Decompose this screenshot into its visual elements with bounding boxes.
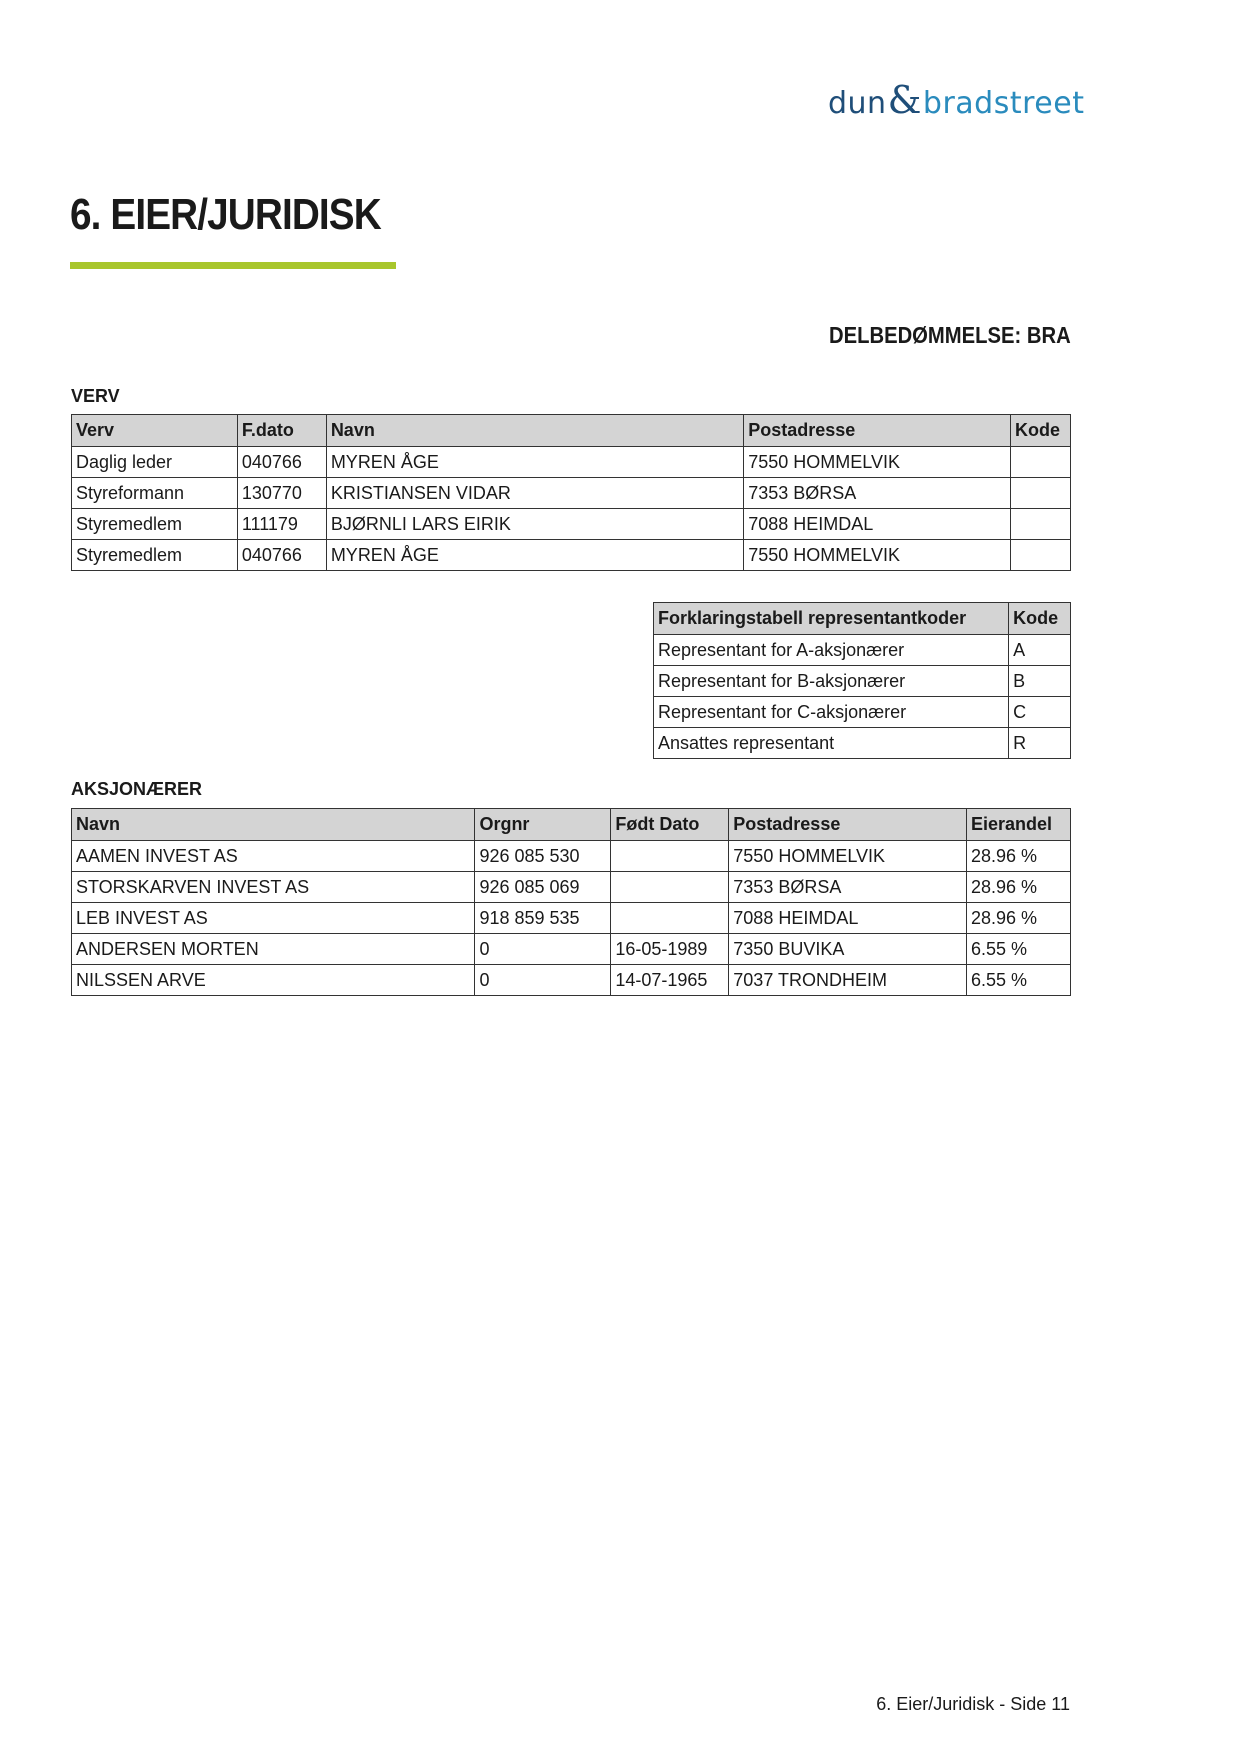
cell: 7088 HEIMDAL [744,509,1011,540]
cell: AAMEN INVEST AS [72,841,475,872]
table-row [72,872,1071,903]
aksj-col-navn: Navn [72,809,475,841]
cell: MYREN ÅGE [326,540,743,571]
dun-bradstreet-logo [828,78,1085,122]
verv-col-navn: Navn [326,415,743,447]
kode-header-row [654,603,1071,635]
cell: R [1009,728,1071,759]
cell: 0 [475,965,611,996]
cell: Representant for C-aksjonærer [654,697,1009,728]
rating-label: DELBEDØMMELSE: BRA [829,322,1071,348]
cell [611,872,729,903]
aksj-col-fodt-dato: Født Dato [611,809,729,841]
cell: 918 859 535 [475,903,611,934]
cell: 7550 HOMMELVIK [744,447,1011,478]
cell: 040766 [237,447,326,478]
logo-text-dun: dun [828,86,887,121]
cell: 926 085 069 [475,872,611,903]
cell [1010,478,1070,509]
aksj-col-postadresse: Postadresse [729,809,967,841]
cell: 7353 BØRSA [729,872,967,903]
aksjonaerer-header-row [72,809,1071,841]
cell: ANDERSEN MORTEN [72,934,475,965]
aksj-col-eierandel: Eierandel [967,809,1071,841]
cell: STORSKARVEN INVEST AS [72,872,475,903]
table-row [72,540,1071,571]
table-row [72,447,1071,478]
cell: Representant for A-aksjonærer [654,635,1009,666]
cell: NILSSEN ARVE [72,965,475,996]
table-row [72,841,1071,872]
table-row [72,903,1071,934]
cell: Styreformann [72,478,238,509]
logo-text-bradstreet: bradstreet [922,86,1085,121]
kode-col-forklaring: Forklaringstabell representantkoder [654,603,1009,635]
cell [1010,509,1070,540]
verv-table [71,414,1071,571]
table-row [72,478,1071,509]
aksjonaerer-section-label: AKSJONÆRER [71,779,203,799]
cell: A [1009,635,1071,666]
cell: 7088 HEIMDAL [729,903,967,934]
cell: 28.96 % [967,903,1071,934]
table-row [72,934,1071,965]
cell: 14-07-1965 [611,965,729,996]
cell: 926 085 530 [475,841,611,872]
verv-col-fdato: F.dato [237,415,326,447]
table-row [654,697,1071,728]
table-row [72,509,1071,540]
kode-col-kode: Kode [1009,603,1071,635]
cell: 7353 BØRSA [744,478,1011,509]
cell: 7037 TRONDHEIM [729,965,967,996]
cell: 6.55 % [967,965,1071,996]
cell [611,903,729,934]
cell: Styremedlem [72,509,238,540]
cell: Styremedlem [72,540,238,571]
verv-col-kode: Kode [1010,415,1070,447]
table-row [654,728,1071,759]
cell: B [1009,666,1071,697]
cell: Representant for B-aksjonærer [654,666,1009,697]
cell: LEB INVEST AS [72,903,475,934]
verv-col-postadresse: Postadresse [744,415,1011,447]
table-row [72,965,1071,996]
title-underline [70,262,396,269]
aksjonaerer-table [71,808,1071,996]
cell: 7550 HOMMELVIK [744,540,1011,571]
cell: MYREN ÅGE [326,447,743,478]
verv-header-row [72,415,1071,447]
cell: KRISTIANSEN VIDAR [326,478,743,509]
logo-ampersand: & [887,78,922,122]
table-row [654,635,1071,666]
cell: 7550 HOMMELVIK [729,841,967,872]
cell: Daglig leder [72,447,238,478]
cell: C [1009,697,1071,728]
cell: 6.55 % [967,934,1071,965]
cell: BJØRNLI LARS EIRIK [326,509,743,540]
verv-section-label: VERV [71,386,120,406]
cell [1010,540,1070,571]
cell: 28.96 % [967,841,1071,872]
cell: 040766 [237,540,326,571]
table-row [654,666,1071,697]
representant-kode-table [653,602,1071,759]
cell [611,841,729,872]
page-footer: 6. Eier/Juridisk - Side 11 [876,1694,1070,1714]
cell: 111179 [237,509,326,540]
aksj-col-orgnr: Orgnr [475,809,611,841]
cell: 7350 BUVIKA [729,934,967,965]
cell [1010,447,1070,478]
cell: 0 [475,934,611,965]
cell: Ansattes representant [654,728,1009,759]
page-title: 6. EIER/JURIDISK [70,190,381,239]
verv-col-verv: Verv [72,415,238,447]
cell: 28.96 % [967,872,1071,903]
cell: 16-05-1989 [611,934,729,965]
cell: 130770 [237,478,326,509]
